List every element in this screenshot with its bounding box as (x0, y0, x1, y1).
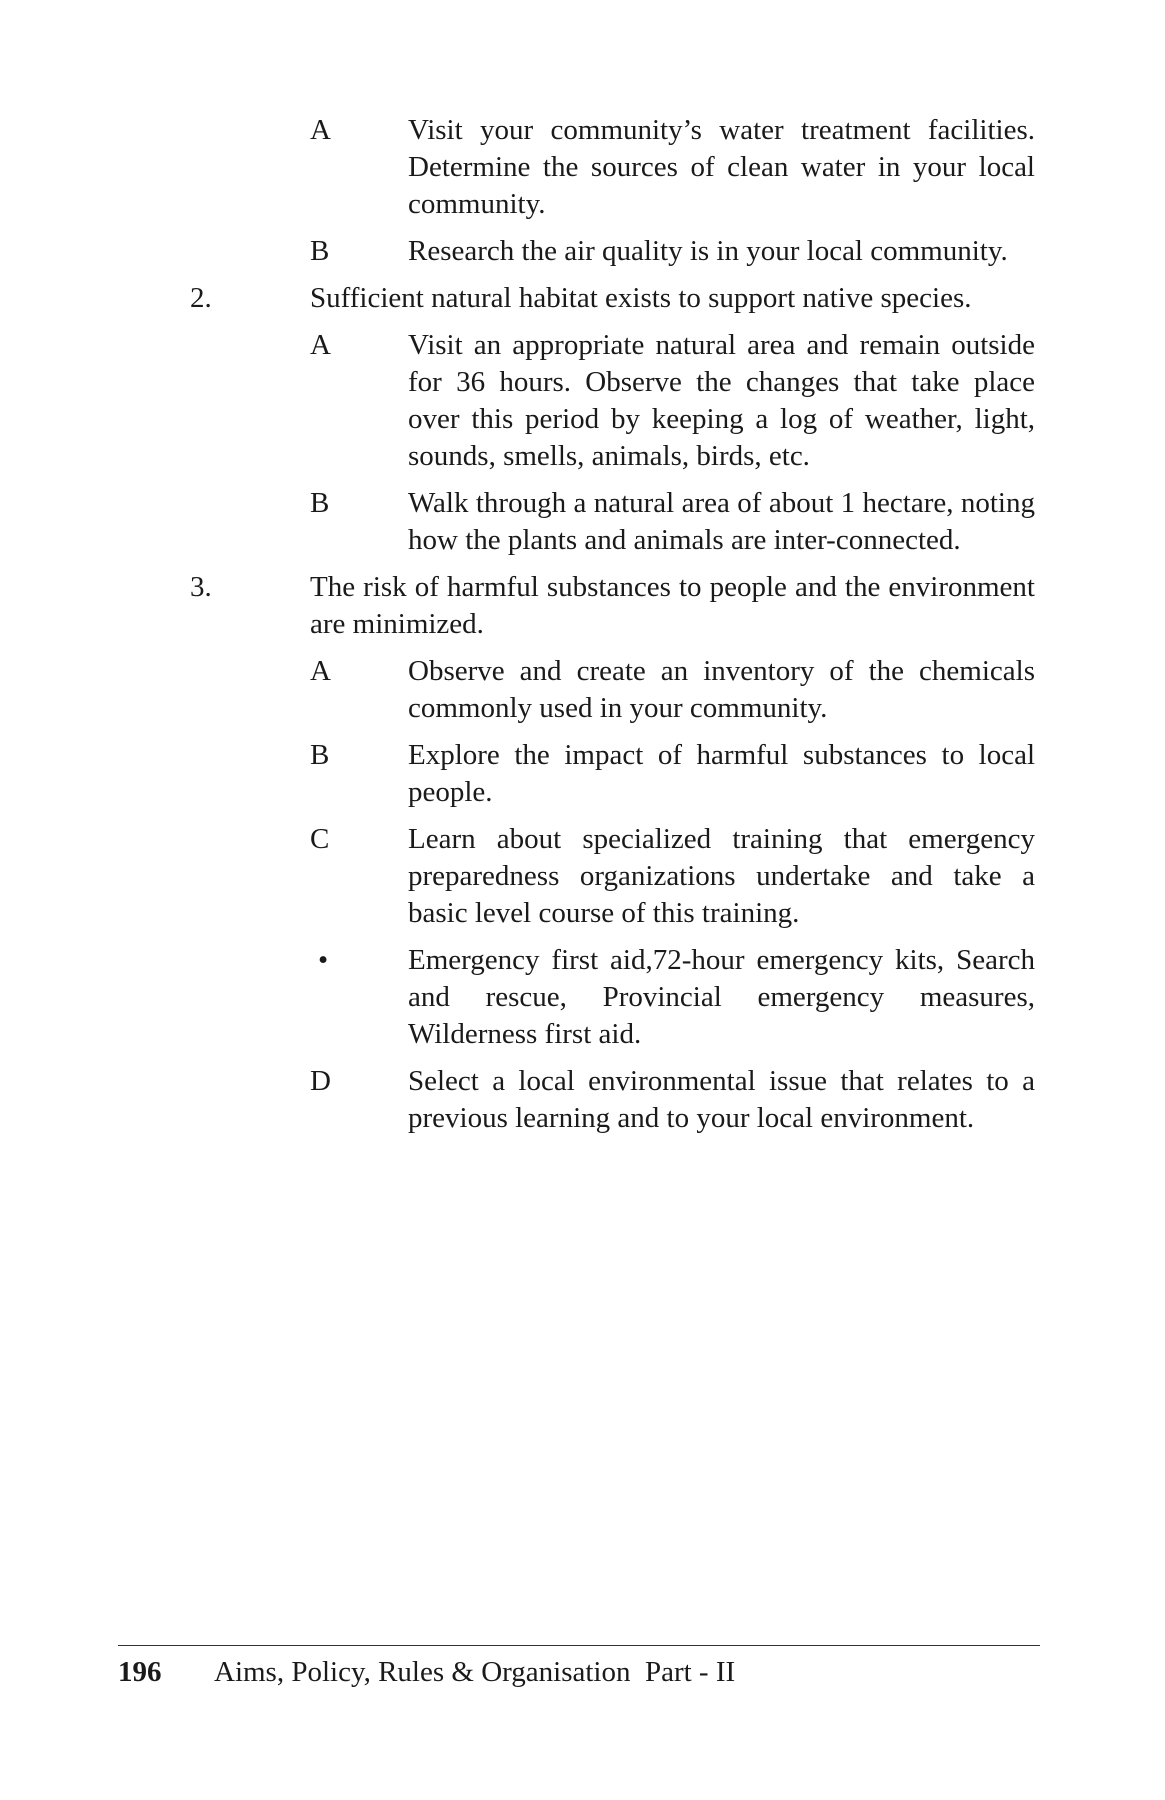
item-marker: A (310, 655, 331, 687)
footer-divider (118, 1645, 1040, 1646)
running-footer-title: Aims, Policy, Rules & Organisation Part - II (214, 1656, 736, 1688)
numbered-item (190, 569, 1035, 643)
bullet-item (310, 942, 1035, 1053)
list-item (310, 233, 1035, 270)
item-marker: B (310, 235, 330, 267)
item-text: Research the air quality is in your local community. (408, 235, 1008, 267)
item-text: Select a local environmental issue that relates to a previous learning and to your local environment. (408, 1065, 1035, 1134)
list-item (310, 1063, 1035, 1137)
item-number: 3. (190, 571, 212, 603)
item-heading: The risk of harmful substances to people and the environment are minimized. (310, 571, 1035, 640)
item-marker: A (310, 114, 331, 146)
bullet-icon: • (318, 944, 329, 976)
list-item (310, 485, 1035, 559)
item-text: Emergency first aid,72-hour emergency kits, Search and rescue, Provincial emergency measures, Wilderness first aid. (408, 944, 1035, 1050)
item-text: Explore the impact of harmful substances to local people. (408, 739, 1035, 808)
item-text: Observe and create an inventory of the chemicals commonly used in your community. (408, 655, 1035, 724)
page-number: 196 (118, 1656, 162, 1688)
page-footer (118, 1652, 1040, 1692)
page-content (190, 112, 1035, 1147)
item-marker: D (310, 1065, 331, 1097)
list-item (310, 737, 1035, 811)
numbered-item (190, 280, 1035, 317)
list-item (310, 653, 1035, 727)
list-item (310, 112, 1035, 223)
item-heading: Sufficient natural habitat exists to support native species. (310, 282, 972, 314)
item-number: 2. (190, 282, 212, 314)
item-marker: C (310, 823, 330, 855)
item-marker: B (310, 739, 330, 771)
list-item (310, 327, 1035, 475)
item-marker: B (310, 487, 330, 519)
item-text: Visit your community’s water treatment facilities. Determine the sources of clean water in your local community. (408, 114, 1035, 220)
item-text: Walk through a natural area of about 1 hectare, noting how the plants and animals are inter-connected. (408, 487, 1035, 556)
item-marker: A (310, 329, 331, 361)
item-text: Visit an appropriate natural area and remain outside for 36 hours. Observe the changes that take place over this period by keeping a log of weather, light, sounds, smells, animals, birds, etc. (408, 329, 1035, 472)
item-text: Learn about specialized training that emergency preparedness organizations undertake and take a basic level course of this training. (408, 823, 1035, 929)
list-item (310, 821, 1035, 932)
